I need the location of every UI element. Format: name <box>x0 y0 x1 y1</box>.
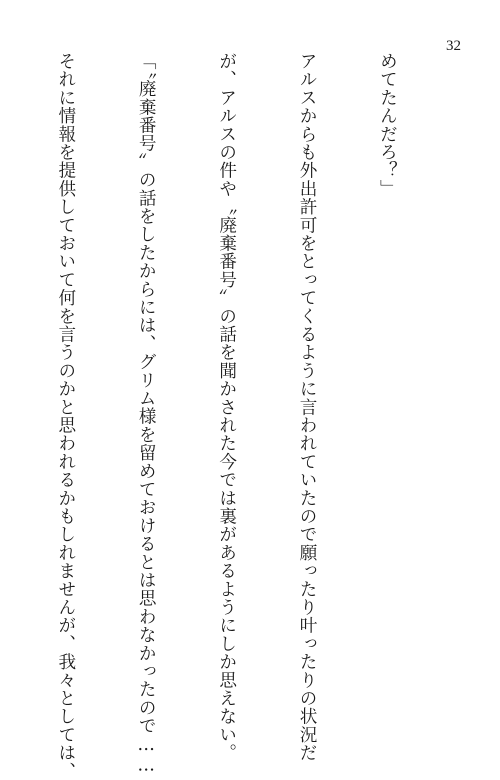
page-number: 32 <box>446 38 461 54</box>
body-text <box>0 52 454 780</box>
text-line: めてたんだろ？」 <box>377 52 398 198</box>
text-line: アルスからも外出許可をとってくるように言われていたので願ったり叶ったりの状況だ <box>297 52 318 762</box>
text-line: それに情報を提供しておいて何を言うのかと思われるかもしれませんが、我々としては、 <box>55 52 76 780</box>
text-line: が、アルスの件や〝廃棄番号〟の話を聞かされた今では裏があるようにしか思えない。 <box>216 52 237 762</box>
text-line: 「〝廃棄番号〟の話をしたからには、グリム様を留めておけるとは思わなかったので…… <box>136 52 157 776</box>
